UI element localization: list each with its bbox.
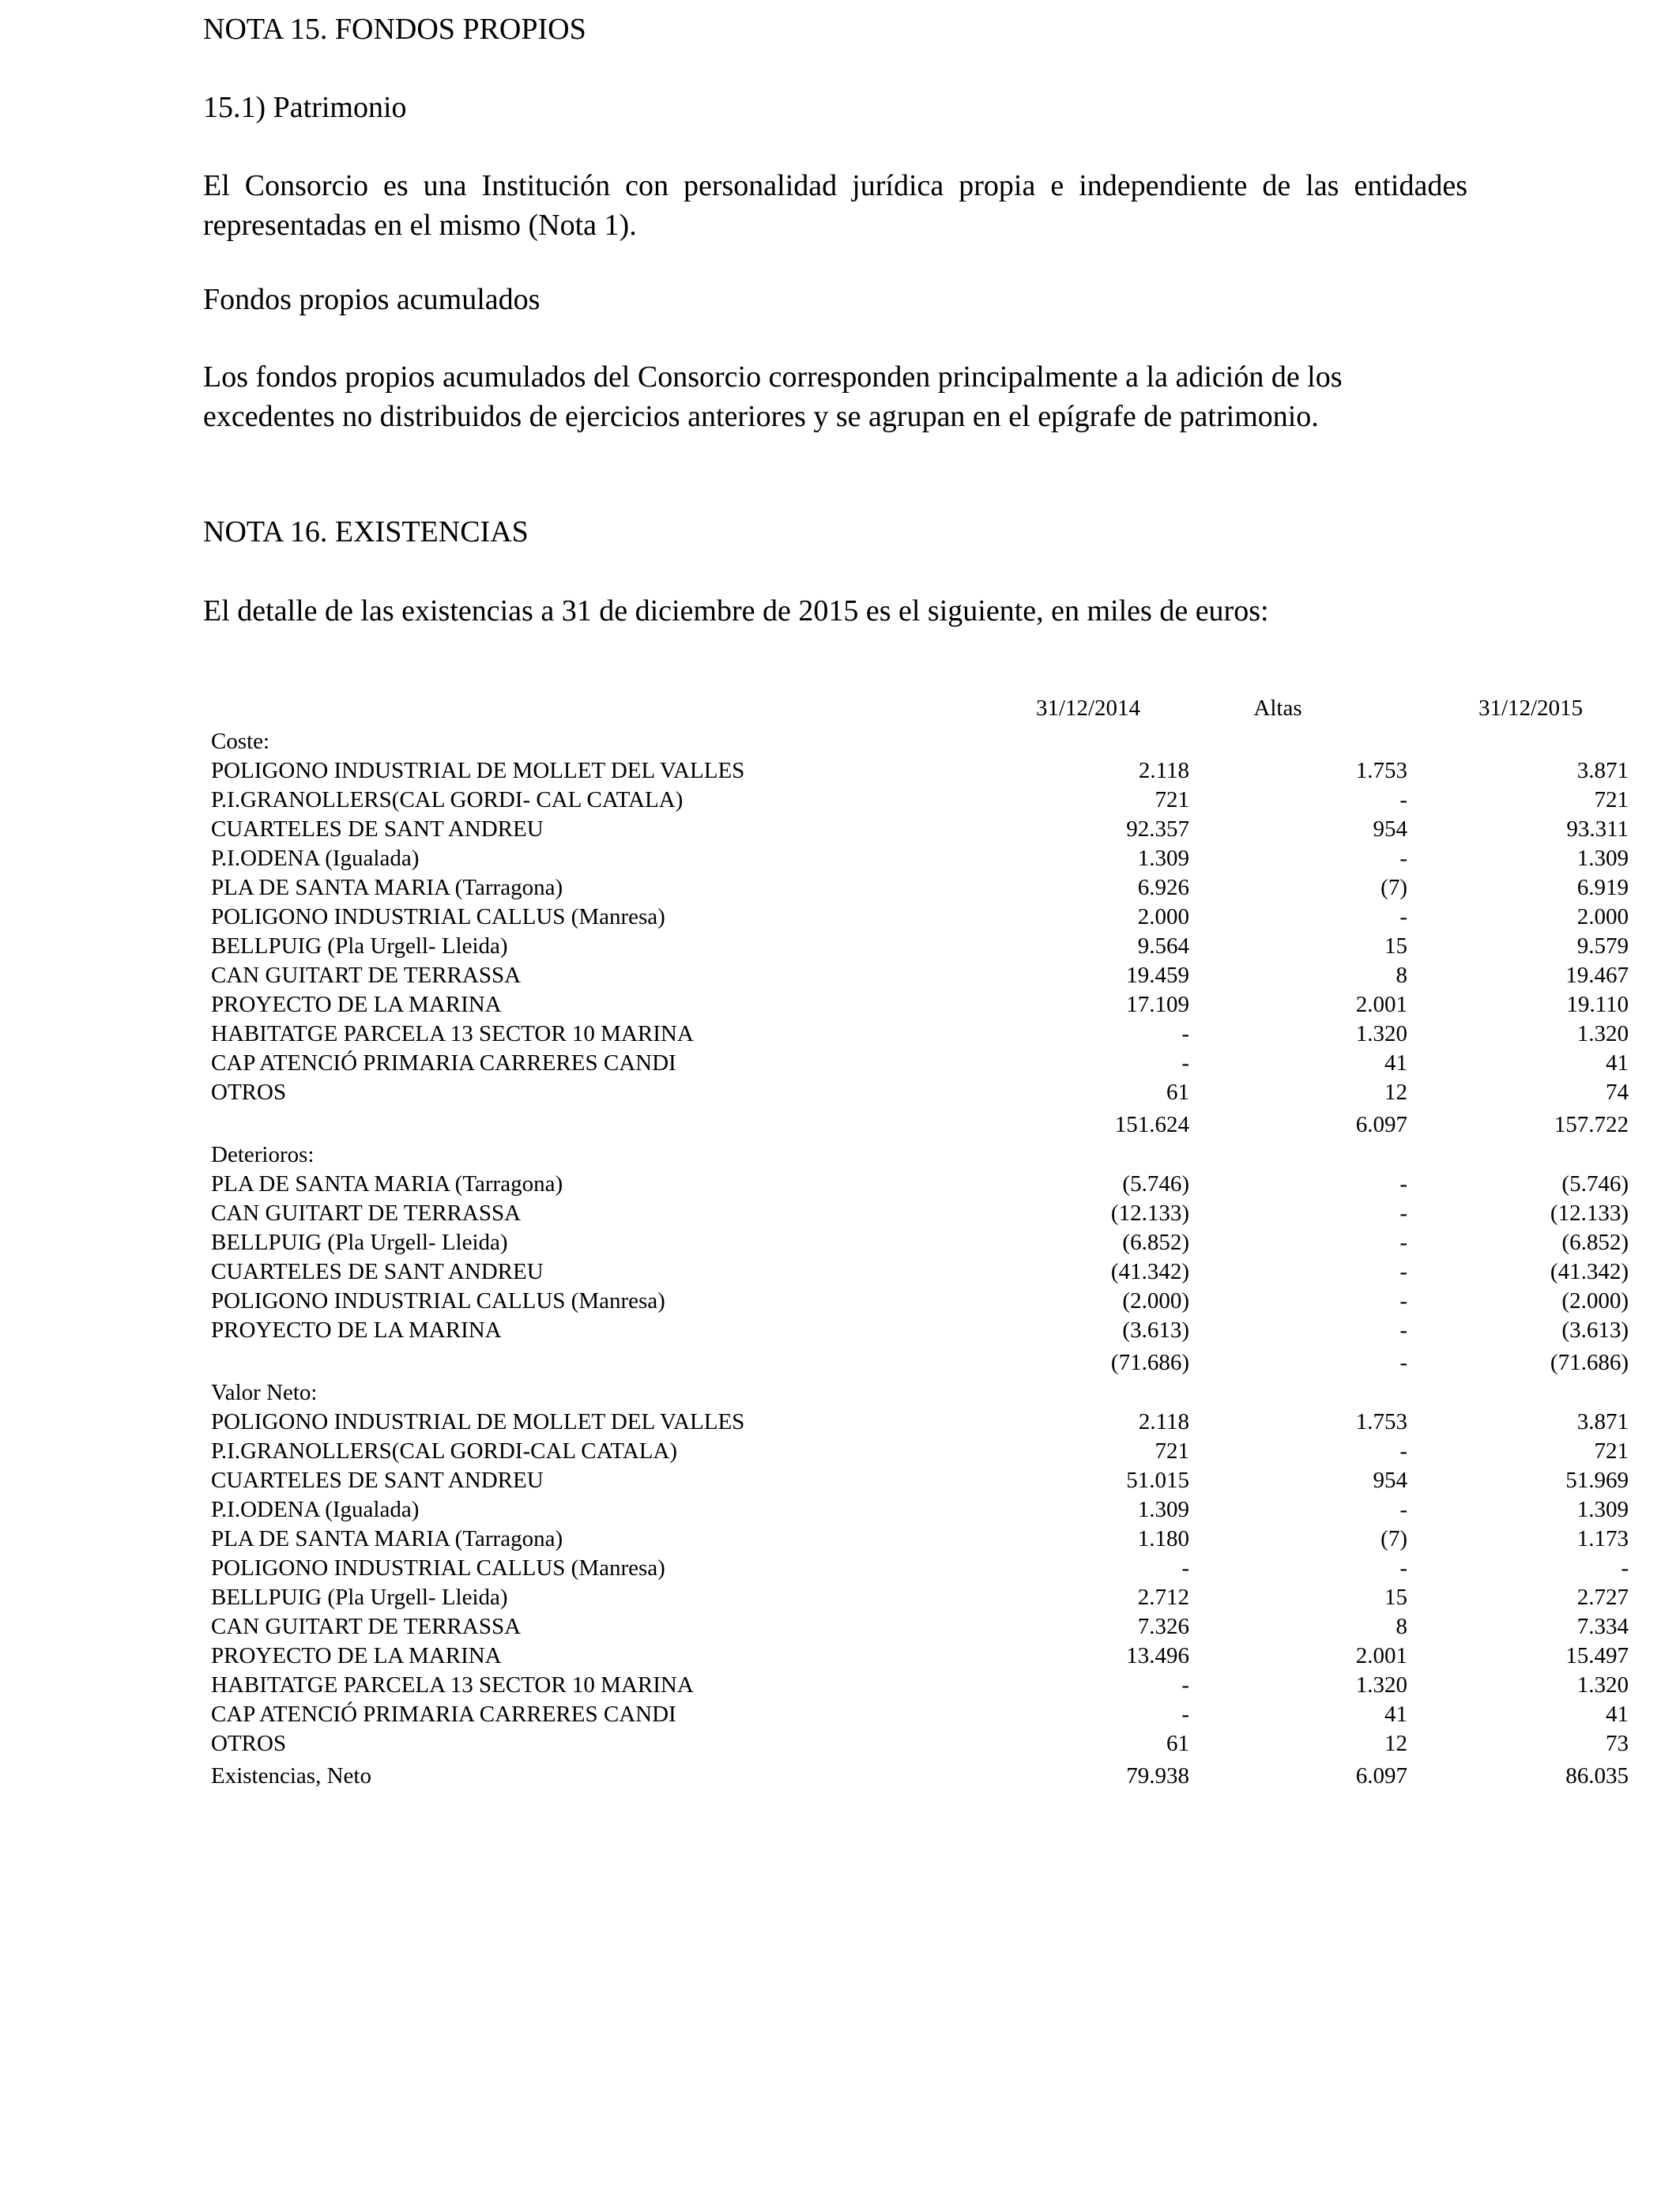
value-2015: 93.311 — [1566, 816, 1629, 842]
table-row — [211, 1583, 1629, 1612]
value-2015: 3.871 — [1576, 1409, 1629, 1434]
value-2014: 61 — [1166, 1080, 1189, 1105]
column-header-altas: Altas — [1253, 696, 1302, 721]
value-altas: - — [1399, 1171, 1407, 1197]
row-label: POLIGONO INDUSTRIAL CALLUS (Manresa) — [211, 1555, 665, 1581]
value-altas: 15 — [1384, 933, 1407, 959]
value-2014: (6.852) — [1122, 1230, 1189, 1255]
nota16-heading: NOTA 16. EXISTENCIAS — [203, 515, 529, 548]
row-label: CAN GUITART DE TERRASSA — [211, 1201, 522, 1226]
row-label: OTROS — [211, 1731, 287, 1756]
table-row — [211, 961, 1629, 990]
table-row — [211, 1729, 1629, 1759]
value-2014: (5.746) — [1122, 1171, 1189, 1197]
table-row — [211, 873, 1629, 903]
table-row — [211, 1049, 1629, 1078]
table-row — [211, 1437, 1629, 1466]
row-label: HABITATGE PARCELA 13 SECTOR 10 MARINA — [211, 1672, 694, 1698]
value-2014: 2.000 — [1137, 904, 1189, 929]
value-altas: 8 — [1396, 963, 1407, 988]
valor-neto-rows — [211, 1408, 1629, 1759]
table-row — [211, 1170, 1629, 1199]
value-2014: - — [1181, 1555, 1189, 1581]
total-value-altas: 6.097 — [1355, 1763, 1407, 1789]
total-value-2015: 86.035 — [1565, 1763, 1629, 1789]
value-altas: 2.001 — [1355, 1643, 1407, 1668]
row-label: PROYECTO DE LA MARINA — [211, 1643, 502, 1668]
table-header-row — [211, 696, 1584, 727]
value-2015: 51.969 — [1565, 1468, 1629, 1493]
value-2014: 2.712 — [1137, 1585, 1189, 1610]
table-row — [211, 1199, 1629, 1228]
value-2015: 721 — [1594, 1438, 1629, 1464]
nota15-heading: NOTA 15. FONDOS PROPIOS — [203, 13, 586, 46]
value-altas: - — [1399, 1438, 1407, 1464]
total-value-altas: - — [1399, 1350, 1407, 1375]
value-altas: 1.320 — [1355, 1672, 1407, 1698]
table-row — [211, 1554, 1629, 1583]
value-2014: 1.309 — [1137, 846, 1189, 871]
value-2014: (3.613) — [1122, 1318, 1189, 1343]
table-row — [211, 1257, 1629, 1287]
value-2014: - — [1181, 1672, 1189, 1698]
value-2015: 74 — [1606, 1080, 1629, 1105]
value-altas: - — [1399, 1201, 1407, 1226]
value-altas: - — [1399, 787, 1407, 812]
row-label: PLA DE SANTA MARIA (Tarragona) — [211, 1171, 563, 1197]
value-2015: 41 — [1606, 1050, 1629, 1076]
value-altas: - — [1399, 1497, 1407, 1522]
row-label: HABITATGE PARCELA 13 SECTOR 10 MARINA — [211, 1021, 694, 1046]
existencias-neto-row — [211, 1759, 1629, 1792]
value-2015: 1.309 — [1576, 1497, 1629, 1522]
section-title: Valor Neto: — [211, 1380, 318, 1405]
row-label: POLIGONO INDUSTRIAL DE MOLLET DEL VALLES — [211, 758, 745, 783]
value-2014: - — [1181, 1702, 1189, 1727]
value-2014: 9.564 — [1137, 933, 1189, 959]
value-altas: 15 — [1384, 1585, 1407, 1610]
total-value-2015: 157.722 — [1554, 1112, 1629, 1137]
value-2014: 1.180 — [1137, 1526, 1189, 1551]
existencias-intro: El detalle de las existencias a 31 de diciembre de 2015 es el siguiente, en miles de euros: — [203, 594, 1269, 628]
table-row — [211, 990, 1629, 1020]
value-altas: 954 — [1373, 816, 1407, 842]
section-title: Coste: — [211, 729, 270, 754]
value-altas: - — [1399, 1288, 1407, 1314]
row-label: CUARTELES DE SANT ANDREU — [211, 1468, 544, 1493]
fondos-propios-paragraph: Los fondos propios acumulados del Consorcio corresponden principalmente a la adición de los excedentes no distribuidos de ejercicios anteriores y se agrupan en el epígrafe de patrimonio. — [203, 360, 1343, 433]
coste-total-row — [211, 1107, 1629, 1140]
table-row — [211, 1287, 1629, 1316]
row-label: CAN GUITART DE TERRASSA — [211, 963, 522, 988]
row-label: CAP ATENCIÓ PRIMARIA CARRERES CANDI — [211, 1050, 676, 1076]
value-2015: 19.467 — [1565, 963, 1629, 988]
value-altas: 1.753 — [1355, 758, 1407, 783]
row-label: P.I.ODENA (Igualada) — [211, 1497, 420, 1522]
value-2014: 92.357 — [1126, 816, 1189, 842]
value-2015: 1.309 — [1576, 846, 1629, 871]
value-2015: 1.320 — [1576, 1021, 1629, 1046]
value-altas: - — [1399, 1230, 1407, 1255]
patrimonio-subheading: 15.1) Patrimonio — [203, 91, 407, 124]
value-altas: - — [1399, 904, 1407, 929]
total-value-2015: (71.686) — [1550, 1350, 1629, 1375]
row-label: P.I.GRANOLLERS(CAL GORDI- CAL CATALA) — [211, 787, 684, 812]
deterioros-rows — [211, 1170, 1629, 1345]
value-2015: 15.497 — [1565, 1643, 1629, 1668]
value-2014: 13.496 — [1126, 1643, 1189, 1668]
table-row — [211, 1020, 1629, 1049]
table-row — [211, 1495, 1629, 1525]
value-2015: (41.342) — [1550, 1259, 1629, 1284]
row-label: CUARTELES DE SANT ANDREU — [211, 816, 544, 842]
table-row — [211, 786, 1629, 815]
value-2015: (3.613) — [1561, 1318, 1629, 1343]
table-row — [211, 1466, 1629, 1495]
value-2015: 2.727 — [1576, 1585, 1629, 1610]
value-2015: (6.852) — [1561, 1230, 1629, 1255]
fondos-propios-title: Fondos propios acumulados — [203, 283, 541, 316]
value-2015: 2.000 — [1576, 904, 1629, 929]
value-2015: 3.871 — [1576, 758, 1629, 783]
value-2014: 51.015 — [1126, 1468, 1189, 1493]
row-label: BELLPUIG (Pla Urgell- Lleida) — [211, 1230, 508, 1255]
value-altas: 41 — [1384, 1050, 1407, 1076]
value-2014: 17.109 — [1126, 992, 1189, 1017]
value-2014: (12.133) — [1110, 1201, 1189, 1226]
row-label: P.I.GRANOLLERS(CAL GORDI-CAL CATALA) — [211, 1438, 678, 1464]
value-2014: 1.309 — [1137, 1497, 1189, 1522]
table-row — [211, 844, 1629, 873]
value-2014: 7.326 — [1137, 1614, 1189, 1639]
table-row — [211, 1612, 1629, 1642]
value-2014: (2.000) — [1122, 1288, 1189, 1314]
row-label: BELLPUIG (Pla Urgell- Lleida) — [211, 933, 508, 959]
value-2015: 73 — [1606, 1731, 1629, 1756]
value-altas: 954 — [1373, 1468, 1407, 1493]
value-2015: - — [1621, 1555, 1629, 1581]
value-2015: 1.173 — [1576, 1526, 1629, 1551]
value-2014: - — [1181, 1050, 1189, 1076]
table-row — [211, 903, 1629, 932]
row-label: POLIGONO INDUSTRIAL CALLUS (Manresa) — [211, 1288, 665, 1314]
consorcio-paragraph: El Consorcio es una Institución con personalidad jurídica propia e independiente de las entidades representadas en el mismo (Nota 1). — [203, 169, 1467, 242]
table-row — [211, 1671, 1629, 1700]
value-altas: - — [1399, 846, 1407, 871]
value-altas: 12 — [1384, 1080, 1407, 1105]
total-value-2014: (71.686) — [1110, 1350, 1189, 1375]
value-altas: 1.320 — [1355, 1021, 1407, 1046]
value-2014: 61 — [1166, 1731, 1189, 1756]
value-altas: (7) — [1381, 875, 1407, 900]
total-value-altas: 6.097 — [1355, 1112, 1407, 1137]
value-2014: 2.118 — [1138, 1409, 1189, 1434]
column-header-2014: 31/12/2014 — [1035, 696, 1141, 721]
section-label-coste — [211, 727, 1475, 756]
table-row — [211, 1642, 1629, 1671]
value-altas: 8 — [1396, 1614, 1407, 1639]
value-2015: 6.919 — [1576, 875, 1629, 900]
value-2015: (12.133) — [1550, 1201, 1629, 1226]
value-2015: (2.000) — [1561, 1288, 1629, 1314]
coste-rows — [211, 756, 1629, 1107]
value-2015: 9.579 — [1576, 933, 1629, 959]
table-row — [211, 1408, 1629, 1437]
row-label: OTROS — [211, 1080, 287, 1105]
value-2015: (5.746) — [1561, 1171, 1629, 1197]
value-altas: - — [1399, 1259, 1407, 1284]
total-value-2014: 151.624 — [1114, 1112, 1189, 1137]
table-row — [211, 1316, 1629, 1345]
row-label: CUARTELES DE SANT ANDREU — [211, 1259, 544, 1284]
table-row — [211, 1228, 1629, 1257]
row-label: BELLPUIG (Pla Urgell- Lleida) — [211, 1585, 508, 1610]
value-2015: 41 — [1606, 1702, 1629, 1727]
table-row — [211, 815, 1629, 844]
value-2015: 721 — [1594, 787, 1629, 812]
value-altas: 1.753 — [1355, 1409, 1407, 1434]
row-label: PLA DE SANTA MARIA (Tarragona) — [211, 875, 563, 900]
value-2015: 7.334 — [1576, 1614, 1629, 1639]
row-label: PROYECTO DE LA MARINA — [211, 992, 502, 1017]
deterioros-total-row — [211, 1345, 1629, 1378]
section-label-deterioros — [211, 1140, 1475, 1170]
row-label: P.I.ODENA (Igualada) — [211, 846, 420, 871]
value-2015: 19.110 — [1566, 992, 1629, 1017]
table-row — [211, 1700, 1629, 1729]
table-row — [211, 932, 1629, 961]
value-2014: 721 — [1155, 1438, 1189, 1464]
value-altas: - — [1399, 1318, 1407, 1343]
row-label: CAN GUITART DE TERRASSA — [211, 1614, 522, 1639]
value-2014: 6.926 — [1137, 875, 1189, 900]
table-row — [211, 756, 1629, 786]
value-2015: 1.320 — [1576, 1672, 1629, 1698]
value-altas: (7) — [1381, 1526, 1407, 1551]
value-2014: - — [1181, 1021, 1189, 1046]
value-altas: 12 — [1384, 1731, 1407, 1756]
row-label: PROYECTO DE LA MARINA — [211, 1318, 502, 1343]
existencias-neto-label: Existencias, Neto — [211, 1763, 371, 1789]
section-title: Deterioros: — [211, 1142, 315, 1167]
value-2014: 19.459 — [1126, 963, 1189, 988]
value-altas: - — [1399, 1555, 1407, 1581]
value-2014: 2.118 — [1138, 758, 1189, 783]
value-altas: 2.001 — [1355, 992, 1407, 1017]
value-2014: 721 — [1155, 787, 1189, 812]
value-2014: (41.342) — [1110, 1259, 1189, 1284]
value-altas: 41 — [1384, 1702, 1407, 1727]
table-row — [211, 1525, 1629, 1554]
column-header-2015: 31/12/2015 — [1478, 696, 1584, 721]
row-label: POLIGONO INDUSTRIAL DE MOLLET DEL VALLES — [211, 1409, 745, 1434]
row-label: POLIGONO INDUSTRIAL CALLUS (Manresa) — [211, 904, 665, 929]
row-label: CAP ATENCIÓ PRIMARIA CARRERES CANDI — [211, 1702, 676, 1727]
row-label: PLA DE SANTA MARIA (Tarragona) — [211, 1526, 563, 1551]
existencias-table — [211, 696, 1629, 1792]
section-label-valor-neto — [211, 1378, 1475, 1408]
total-value-2014: 79.938 — [1126, 1763, 1189, 1789]
table-row — [211, 1078, 1629, 1107]
